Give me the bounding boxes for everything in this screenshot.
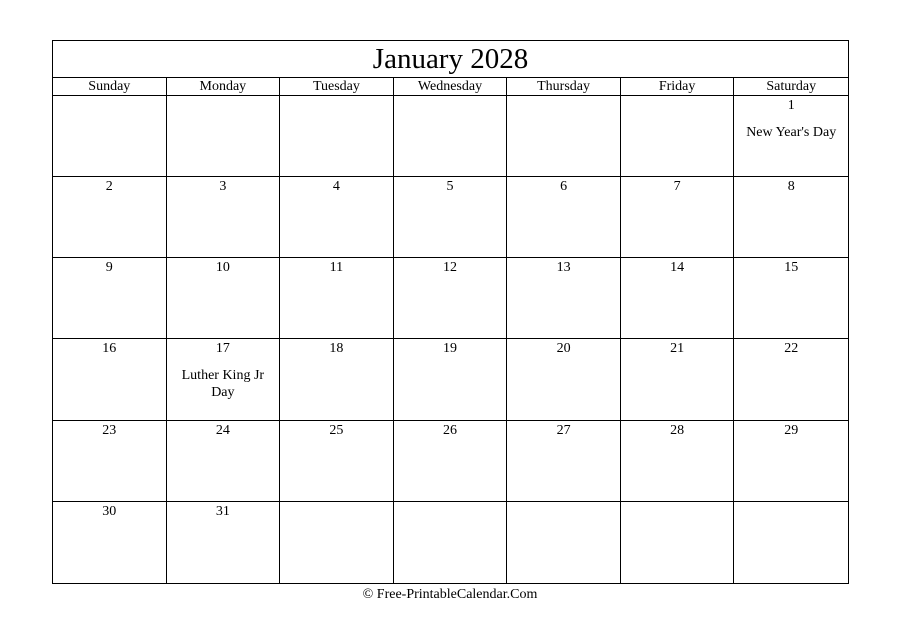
day-cell-26 xyxy=(394,421,508,502)
day-cell-31 xyxy=(167,502,281,583)
day-number: 19 xyxy=(442,341,457,357)
weekday-header-saturday: Saturday xyxy=(766,79,817,94)
footer-credit: © Free-PrintableCalendar.Com xyxy=(362,587,538,602)
day-cell-28 xyxy=(621,421,735,502)
day-number: 4 xyxy=(332,179,340,195)
day-number: 23 xyxy=(102,422,117,438)
day-cell-23 xyxy=(53,421,167,502)
day-cell-9 xyxy=(53,258,167,339)
day-cell-14 xyxy=(621,258,735,339)
day-cell-22 xyxy=(734,339,848,420)
day-number: 1 xyxy=(787,98,795,113)
day-number: 25 xyxy=(329,422,344,438)
day-number: 10 xyxy=(215,260,230,276)
day-cell-18 xyxy=(280,339,394,420)
day-number: 9 xyxy=(105,260,113,276)
day-cell-4 xyxy=(280,177,394,258)
weekday-header-thursday: Thursday xyxy=(507,78,621,95)
day-number: 3 xyxy=(219,179,227,195)
day-cell-empty xyxy=(507,502,621,583)
weekday-header-sunday: Sunday xyxy=(53,78,167,95)
calendar-grid xyxy=(53,96,848,583)
day-cell-5 xyxy=(394,177,508,258)
day-cell-11 xyxy=(280,258,394,339)
day-cell-empty xyxy=(167,96,281,177)
day-number: 22 xyxy=(784,341,799,357)
day-number: 31 xyxy=(215,503,230,519)
weekday-header-tuesday: Tuesday xyxy=(280,78,394,95)
calendar xyxy=(52,40,849,584)
weekday-header-wednesday: Wednesday xyxy=(394,78,508,95)
day-cell-13 xyxy=(507,258,621,339)
day-cell-7 xyxy=(621,177,735,258)
weekday-header-monday: Monday xyxy=(167,78,281,95)
day-number: 11 xyxy=(329,260,344,276)
day-number: 15 xyxy=(784,260,799,276)
day-cell-30 xyxy=(53,502,167,583)
day-cell-3 xyxy=(167,177,281,258)
day-cell-empty xyxy=(394,96,508,177)
day-number: 5 xyxy=(446,179,454,195)
day-cell-2 xyxy=(53,177,167,258)
calendar-title: January 2028 xyxy=(53,41,848,78)
day-number: 2 xyxy=(105,179,113,195)
day-cell-17 xyxy=(167,339,281,420)
day-number: 26 xyxy=(442,422,457,438)
day-cell-29 xyxy=(734,421,848,502)
holiday-label: New Year's Day xyxy=(746,125,837,140)
day-cell-10 xyxy=(167,258,281,339)
day-cell-8 xyxy=(734,177,848,258)
day-number: 30 xyxy=(102,503,117,519)
day-cell-15 xyxy=(734,258,848,339)
day-number: 27 xyxy=(556,422,571,438)
day-cell-21 xyxy=(621,339,735,420)
day-cell-empty xyxy=(394,502,508,583)
day-cell-24 xyxy=(167,421,281,502)
day-cell-empty xyxy=(621,502,735,583)
day-number: 12 xyxy=(442,260,457,276)
weekday-header-friday: Friday xyxy=(621,78,735,95)
day-number: 13 xyxy=(556,260,571,276)
day-cell-6 xyxy=(507,177,621,258)
day-number: 20 xyxy=(556,341,571,357)
day-cell-16 xyxy=(53,339,167,420)
day-number: 6 xyxy=(560,179,568,195)
day-cell-19 xyxy=(394,339,508,420)
day-cell-25 xyxy=(280,421,394,502)
day-number: 8 xyxy=(787,179,795,195)
day-number: 21 xyxy=(670,341,685,357)
day-cell-1 xyxy=(734,96,848,177)
day-cell-empty xyxy=(280,502,394,583)
weekday-header-row xyxy=(53,78,848,96)
day-cell-empty xyxy=(507,96,621,177)
day-number: 28 xyxy=(670,422,685,438)
day-cell-empty xyxy=(621,96,735,177)
day-number: 29 xyxy=(784,422,799,438)
day-number: 7 xyxy=(673,179,681,195)
day-number: 18 xyxy=(329,341,344,357)
day-cell-empty xyxy=(53,96,167,177)
day-cell-empty xyxy=(734,502,848,583)
day-number: 17 xyxy=(215,341,230,357)
day-cell-20 xyxy=(507,339,621,420)
day-cell-12 xyxy=(394,258,508,339)
day-number: 16 xyxy=(102,341,117,357)
day-number: 24 xyxy=(215,422,230,438)
holiday-label: Luther King Jr Day xyxy=(181,368,265,401)
day-cell-empty xyxy=(280,96,394,177)
day-cell-27 xyxy=(507,421,621,502)
day-number: 14 xyxy=(670,260,685,276)
